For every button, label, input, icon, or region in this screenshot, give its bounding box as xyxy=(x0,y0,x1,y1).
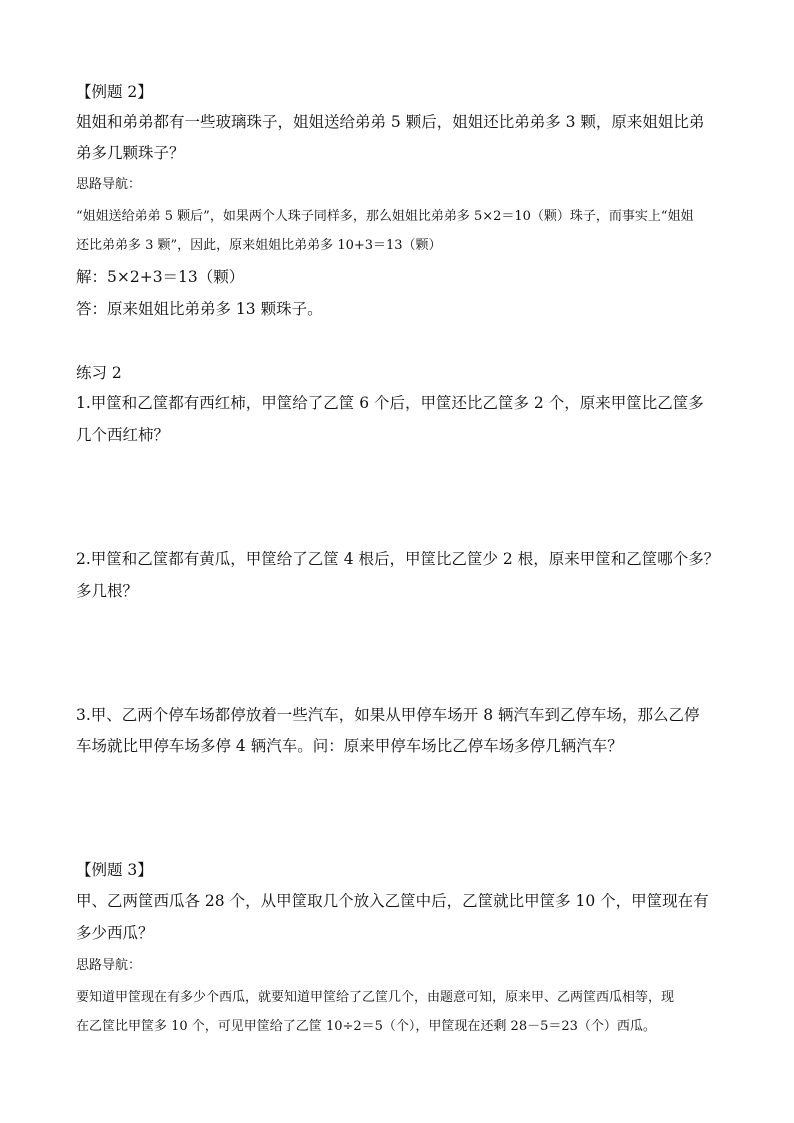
example3-hint-line1: 要知道甲筐现在有多少个西瓜，就要知道甲筐给了乙筐几个，由题意可知，原来甲、乙两筐西瓜相等，现 xyxy=(76,990,675,1005)
example3-hint-label: 思路导航： xyxy=(76,958,142,973)
practice2-q1-line1: 1.甲筐和乙筐都有西红柿，甲筐给了乙筐 6 个后，甲筐还比乙筐多 2 个，原来甲筐比乙筐多 xyxy=(76,394,704,412)
practice2-q3-line2: 车场就比甲停车场多停 4 辆汽车。问：原来甲停车场比乙停车场多停几辆汽车？ xyxy=(76,737,623,755)
example2-answer: 答：原来姐姐比弟弟多 13 颗珠子。 xyxy=(76,300,323,318)
example2-question-line2: 弟多几颗珠子？ xyxy=(76,144,185,162)
example3-hint-line2: 在乙筐比甲筐多 10 个，可见甲筐给了乙筐 10÷2＝5（个），甲筐现在还剩 28－5＝23（个）西瓜。 xyxy=(76,1019,656,1034)
example2-question-line1: 姐姐和弟弟都有一些玻璃珠子，姐姐送给弟弟 5 颗后，姐姐还比弟弟多 3 颗，原来姐姐比弟 xyxy=(76,113,705,131)
example3-question-line1: 甲、乙两筐西瓜各 28 个，从甲筐取几个放入乙筐中后，乙筐就比甲筐多 10 个，甲筐现在有 xyxy=(76,892,709,910)
example3-heading: 【例题 3】 xyxy=(76,861,153,879)
example3-question-line2: 多少西瓜？ xyxy=(76,924,154,942)
practice2-q2-line2: 多几根？ xyxy=(76,582,139,600)
practice2-heading: 练习 2 xyxy=(76,364,122,382)
example2-hint-line1: “姐姐送给弟弟 5 颗后”，如果两个人珠子同样多，那么姐姐比弟弟多 5×2＝10（颗）珠子，而事实上“姐姐 xyxy=(76,209,694,224)
example2-solution: 解：5×2+3＝13（颗） xyxy=(76,268,245,286)
example2-heading: 【例题 2】 xyxy=(76,83,153,101)
example2-hint-line2: 还比弟弟多 3 颗”，因此，原来姐姐比弟弟多 10+3＝13（颗） xyxy=(76,238,442,253)
practice2-q1-line2: 几个西红柿？ xyxy=(76,426,170,444)
example2-hint-label: 思路导航： xyxy=(76,177,142,192)
practice2-q3-line1: 3.甲、乙两个停车场都停放着一些汽车，如果从甲停车场开 8 辆汽车到乙停车场，那么乙停 xyxy=(76,706,700,724)
practice2-q2-line1: 2.甲筐和乙筐都有黄瓜，甲筐给了乙筐 4 根后，甲筐比乙筐少 2 根，原来甲筐和乙筐哪个多？ xyxy=(76,550,720,568)
